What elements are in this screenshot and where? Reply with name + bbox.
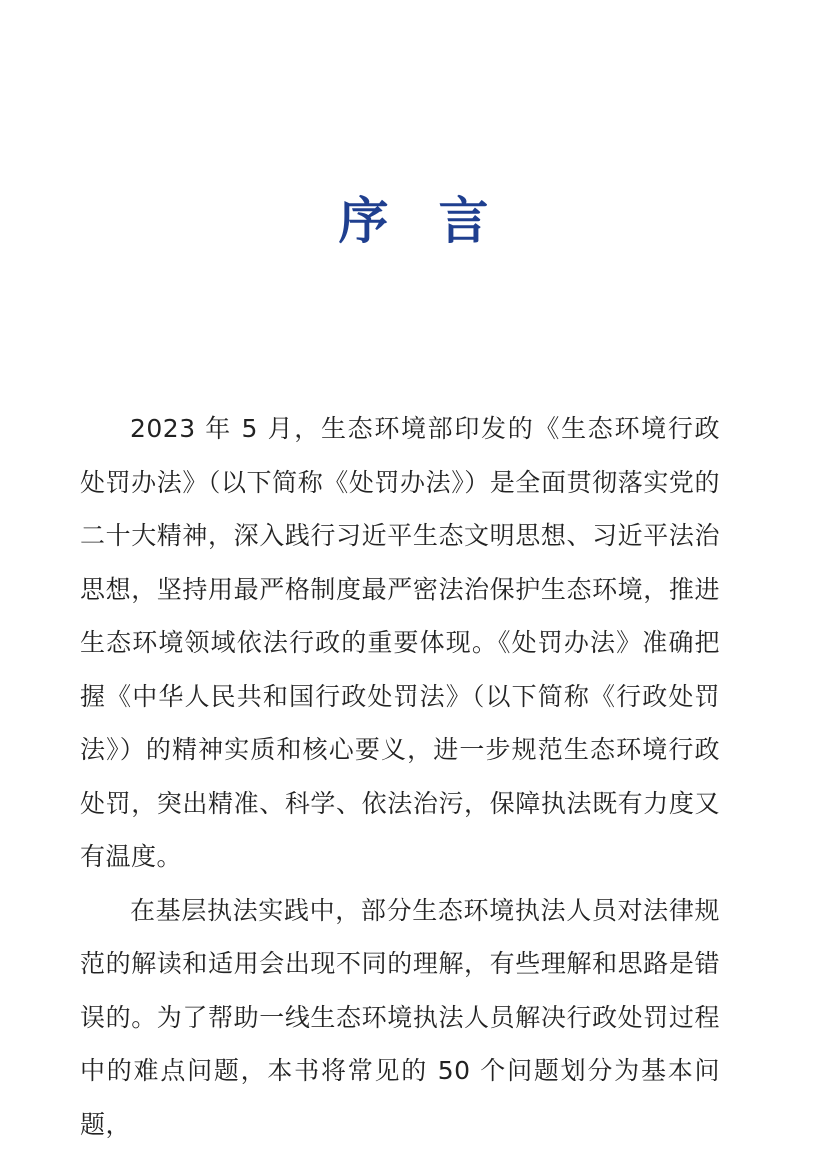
paragraph-2: 在基层执法实践中，部分生态环境执法人员对法律规范的解读和适用会出现不同的理解，有些理解和思路是错误的。为了帮助一线生态环境执法人员解决行政处罚过程中的难点问题，本书将常见的 50 个问题划分为基本问题，	[80, 895, 720, 1139]
body-text	[80, 402, 720, 1151]
title-char-2: 言	[438, 192, 489, 250]
page-title	[0, 186, 827, 256]
title-char-1: 序	[338, 192, 389, 250]
paragraph-1: 2023 年 5 月，生态环境部印发的《生态环境行政处罚办法》（以下简称《处罚办法》）是全面贯彻落实党的二十大精神，深入践行习近平生态文明思想、习近平法治思想，坚持用最严格制度最严密法治保护生态环境，推进生态环境领域依法行政的重要体现。《处罚办法》准确把握《中华人民共和国行政处罚法》（以下简称《行政处罚法》）的精神实质和核心要义，进一步规范生态环境行政处罚，突出精准、科学、依法治污，保障执法既有力度又有温度。	[80, 414, 720, 871]
